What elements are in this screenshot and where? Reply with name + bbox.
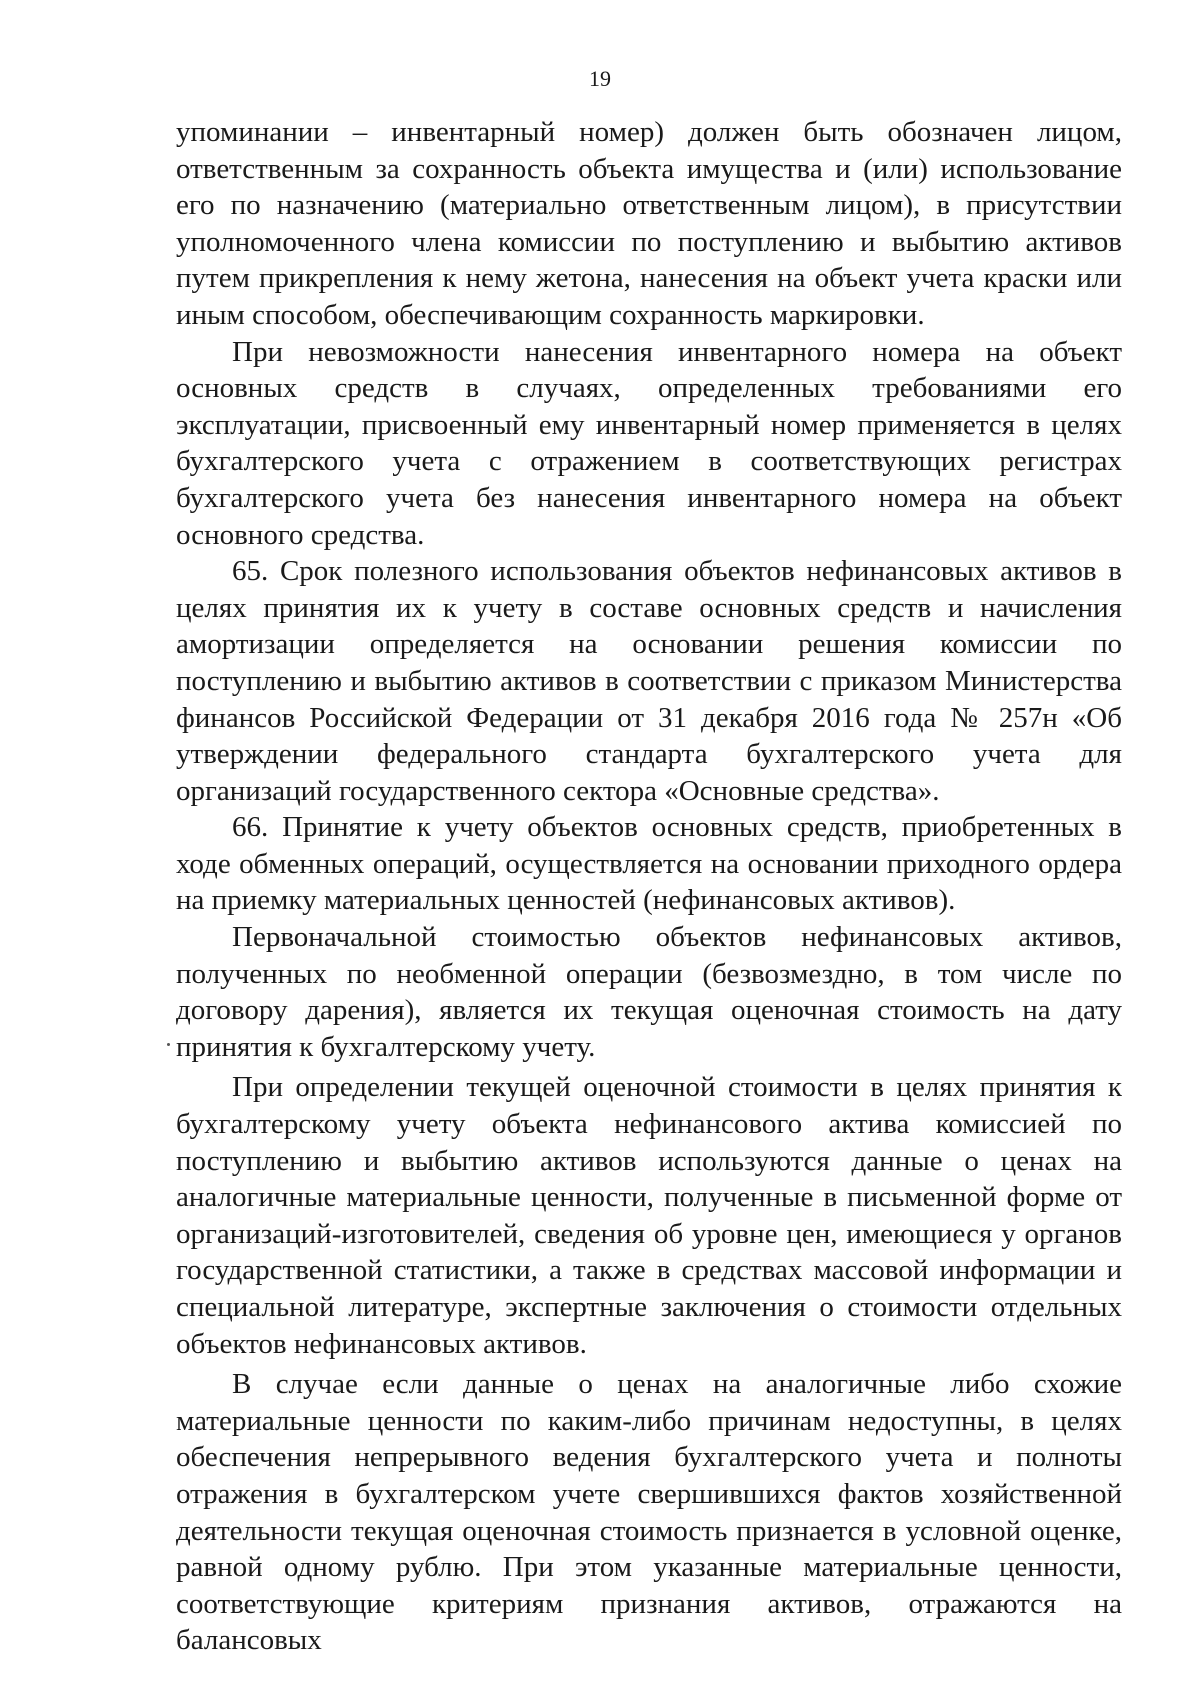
document-body [176, 114, 1122, 1659]
paragraph-current-valuation: При определении текущей оценочной стоимости в целях принятия к бухгалтерскому учету объекта нефинансового актива комиссией по поступлению и выбытию активов используются данные о ценах на аналогичные материальные ценности, полученные в письменной форме от организаций-изготовителей, сведения об уровне цен, имеющиеся у органов государственной статистики, а также в средствах массовой информации и специальной литературе, экспертные заключения о стоимости отдельных объектов нефинансовых активов. [176, 1071, 1122, 1360]
paragraph-continuation: упоминании – инвентарный номер) должен быть обозначен лицом, ответственным за сохранность объекта имущества и (или) использование его по назначению (материально ответственным лицом), в присутствии уполномоченного члена комиссии по поступлению и выбытию активов путем прикрепления к нему жетона, нанесения на объект учета краски или иным способом, обеспечивающим сохранность маркировки. [176, 116, 1122, 331]
paragraph-65-useful-life: 65. Срок полезного использования объектов нефинансовых активов в целях принятия их к учету в составе основных средств и начисления амортизации определяется на основании решения комиссии по поступлению и выбытию активов в соответствии с приказом Министерства финансов Российской Федерации от 31 декабря 2016 года № 257н «Об утверждении федерального стандарта бухгалтерского учета для организаций государственного сектора «Основные средства». [176, 555, 1122, 807]
paragraph-initial-cost: Первоначальной стоимостью объектов нефинансовых активов, полученных по необменной операции (безвозмездно, в том числе по договору дарения), является их текущая оценочная стоимость на дату принятия к бухгалтерскому учету. [176, 921, 1122, 1063]
paragraph-66-acceptance: 66. Принятие к учету объектов основных средств, приобретенных в ходе обменных операций, осуществляется на основании приходного ордера на приемку материальных ценностей (нефинансовых активов). [176, 811, 1122, 917]
paragraph-conditional-valuation: В случае если данные о ценах на аналогичные либо схожие материальные ценности по каким-либо причинам недоступны, в целях обеспечения непрерывного ведения бухгалтерского учета и полноты отражения в бухгалтерском учете свершившихся фактов хозяйственной деятельности текущая оценочная стоимость признается в условной оценке, равной одному рублю. При этом указанные материальные ценности, соответствующие критериям признания активов, отражаются на балансовых [176, 1368, 1122, 1657]
scan-speck [167, 1043, 170, 1046]
page-number: 19 [589, 66, 611, 91]
paragraph-inventory-number: При невозможности нанесения инвентарного номера на объект основных средств в случаях, определенных требованиями его эксплуатации, присвоенный ему инвентарный номер применяется в целях бухгалтерского учета с отражением в соответствующих регистрах бухгалтерского учета без нанесения инвентарного номера на объект основного средства. [176, 335, 1122, 551]
